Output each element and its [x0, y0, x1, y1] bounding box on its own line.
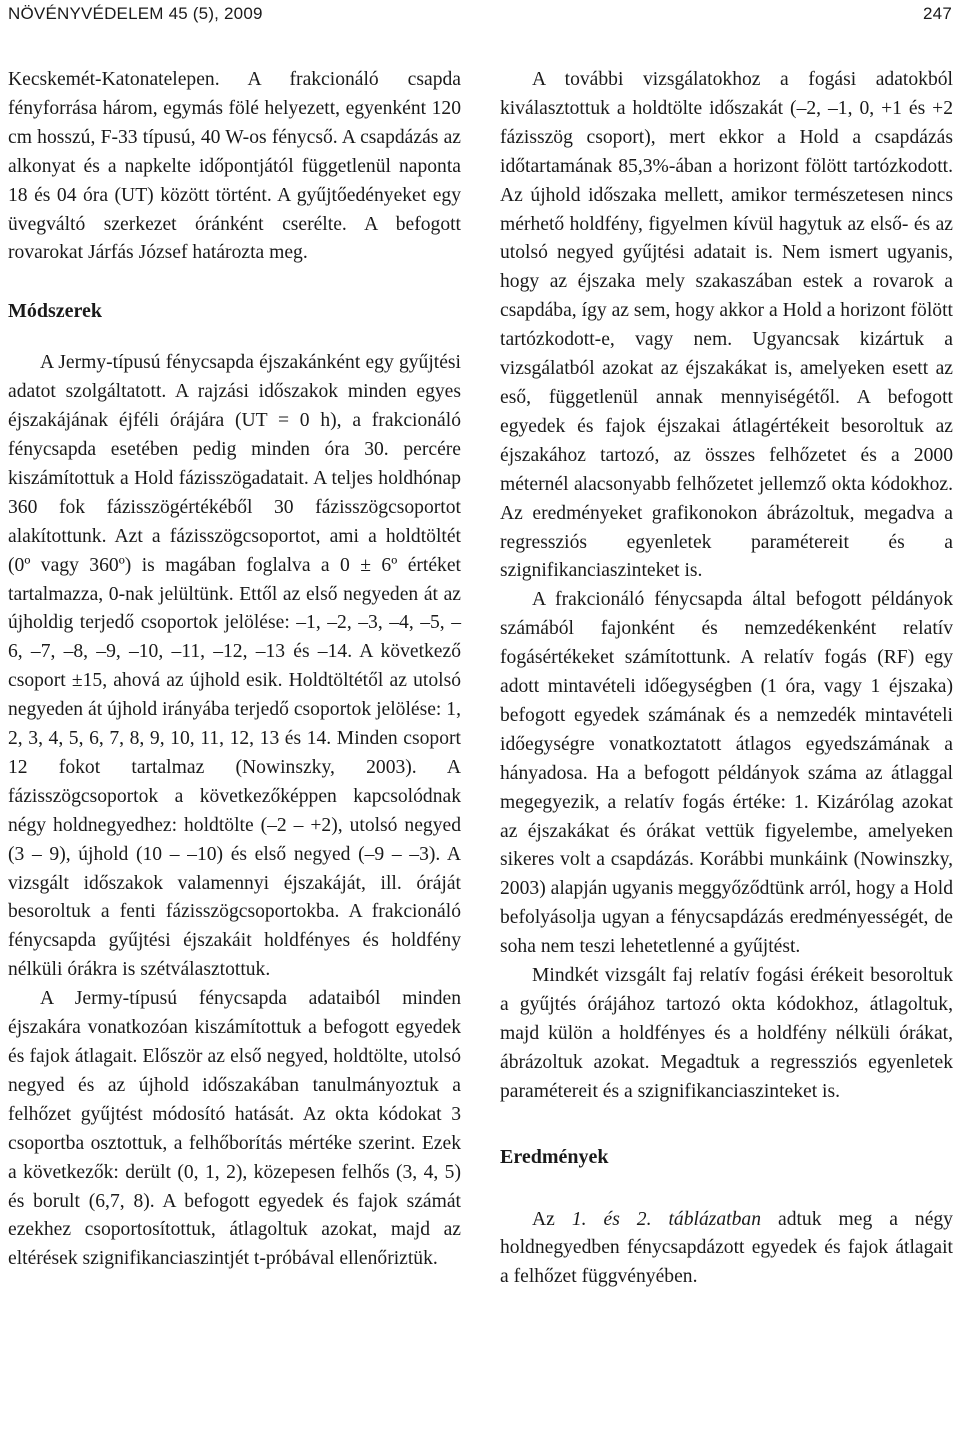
right-column [500, 66, 953, 1292]
results-text-prefix: Az [532, 1208, 572, 1230]
results-text-suffix: adtuk meg a négy holdnegyedben fénycsapdázott egyedek és fajok átlagait a felhőzet függvényében. [500, 1208, 953, 1288]
analysis-paragraph-1: A további vizsgálatokhoz a fogási adatokból kiválasztottuk a holdtölte időszakát (–2, –1, 0, +1 és +2 fázisszög csoport), mert ekkor a Hold a csapdázás időtartamának 85,3%-ában a horizont fölött tartózkodott. Az újhold időszaka mellett, amikor természetesen nincs mérhető holdfény, figyelmen kívül hagytuk az első- és az utolsó negyed gyűjtési adatait is. Nem ismert ugyanis, hogy az éjszaka mely szakaszában estek a rovarok a csapdába, így az sem, hogy akkor a Hold a horizont fölött tartózkodott-e, vagy nem. Ugyancsak kizártuk a vizsgálatból azokat az éjszakákat is, amelyeken esett az eső, függetlenül annak mennyiségétől. A befogott egyedek és fajok éjszakai átlagértékeit besoroltuk az éjszakához tartozó, az összes felhőzetet és a 2000 méternél alacsonyabb felhőzetet jellemző okta kódokhoz. Az eredményeket grafikonokon ábrázoltuk, megadva a regressziós egyenletek paramétereit és a szignifikanciaszinteket is. [500, 69, 953, 582]
results-heading: Eredmények [500, 1145, 609, 1168]
table-reference: 1. és 2. táblázatban [571, 1208, 762, 1230]
methods-paragraph-1: A Jermy-típusú fénycsapda éjszakánként egy gyűjtési adatot szolgáltatott. A rajzási időszakok minden egyes éjszakájának éjféli órájára (UT = 0 h), a frakcionáló fénycsapda esetében pedig minden óra 30. percére kiszámítottuk a Hold fázisszögadatait. A teljes holdhónap 360 fok fázisszögértékéből 30 fázisszögcsoportot alakítottunk. Azt a fázisszögcsoportot, ami a holdtöltét (0º vagy 360º) is magában foglalva a 0 ± 6º értéket tartalmazza, 0-nak jelültünk. Ettől az első negyeden át az újholdig terjedő csoportok jelölése: –1, –2, –3, –4, –5, –6, –7, –8, –9, –10, –11, –12, –13 és –14. A következő csoport ±15, ahová az újhold esik. Holdtöltétől az utolsó negyeden át újhold irányába terjedő csoportok jelölése: 1, 2, 3, 4, 5, 6, 7, 8, 9, 10, 11, 12, 13 és 14. Minden csoport 12 fokot tartalmaz (Nowinszky, 2003). A fázisszögcsoportok a következőképpen kapcsolódnak négy holdnegyedhez: holdtölte (–2 – +2), utolsó negyed (3 – 9), újhold (10 – –10) és első negyed (–9 – –3). A vizsgált időszakok valamennyi éjszakáját, ill. óráját besoroltuk a fenti fázisszögcsoportokba. A frakcionáló fénycsapda gyűjtési éjszakáit holdfényes és holdfény nélküli órákra is szétválasztottuk. [8, 352, 461, 981]
analysis-paragraph-2: A frakcionáló fénycsapda által befogott példányok számából fajonként és nemzedékenként relatív fogásértékeket számítottunk. A relatív fogás (RF) egy adott mintavételi időegységben (1 óra, vagy 1 éjszaka) befogott egyedek számának és a nemzedék mintavételi időegységre vonatkoztatott átlagos egyedszámának a hányadosa. Ha a befogott példányok száma az átlaggal megegyezik, a relatív fogás értéke: 1. Kizárólag azokat az éjszakákat és órákat vettük figyelembe, amelyeken sikeres volt a csapdázás. Korábbi munkáink (Nowinszky, 2003) alapján ugyanis meggyőződtünk arról, hogy a Hold befolyásolja ugyan a fénycsapdázás eredményességét, de soha nem teszi lehetetlenné a gyűjtést. [500, 589, 953, 958]
journal-citation: NÖVÉNYVÉDELEM 45 (5), 2009 [8, 4, 263, 23]
page-number: 247 [923, 4, 952, 23]
left-column [8, 66, 461, 1274]
intro-paragraph: Kecskemét-Katonatelepen. A frakcionáló csapda fényforrása három, egymás fölé helyezett, egyenként 120 cm hosszú, F-33 típusú, 40 W-os fénycső. A csapdázás az alkonyat és a napkelte időpontjától függetlenül naponta 18 és 04 óra (UT) között történt. A gyűjtőedényeket egy üvegváltó szerkezet óránként cserélte. A befogott rovarokat Járfás József határozta meg. [8, 69, 461, 264]
analysis-paragraph-3: Mindkét vizsgált faj relatív fogási érékeit besoroltuk a gyűjtés órájához tartozó okta kódokhoz, átlagoltuk, majd külön a holdfényes és a holdfény nélküli órákat, ábrázoltuk azokat. Megadtuk a regressziós egyenletek paramétereit és a szignifikanciaszinteket is. [500, 965, 953, 1102]
results-paragraph [500, 1206, 953, 1293]
methods-paragraph-2: A Jermy-típusú fénycsapda adataiból minden éjszakára vonatkozóan kiszámítottuk a befogott egyedek és fajok átlagait. Először az első negyed, holdtölte, utolsó negyed és az újhold időszakában tanulmányoztuk a felhőzet gyűjtést módosító hatását. Az okta kódokat 3 csoportba osztottuk, a felhőborítás mértéke szerint. Ezek a következők: derült (0, 1, 2), közepesen felhős (3, 4, 5) és borult (6,7, 8). A befogott egyedek és fajok számát ezekhez csoportosítottuk, átlagoltuk azokat, majd az eltérések szignifikanciaszintjét t-próbával ellenőriztük. [8, 988, 461, 1270]
running-header [8, 4, 952, 28]
methods-heading: Módszerek [8, 300, 103, 323]
